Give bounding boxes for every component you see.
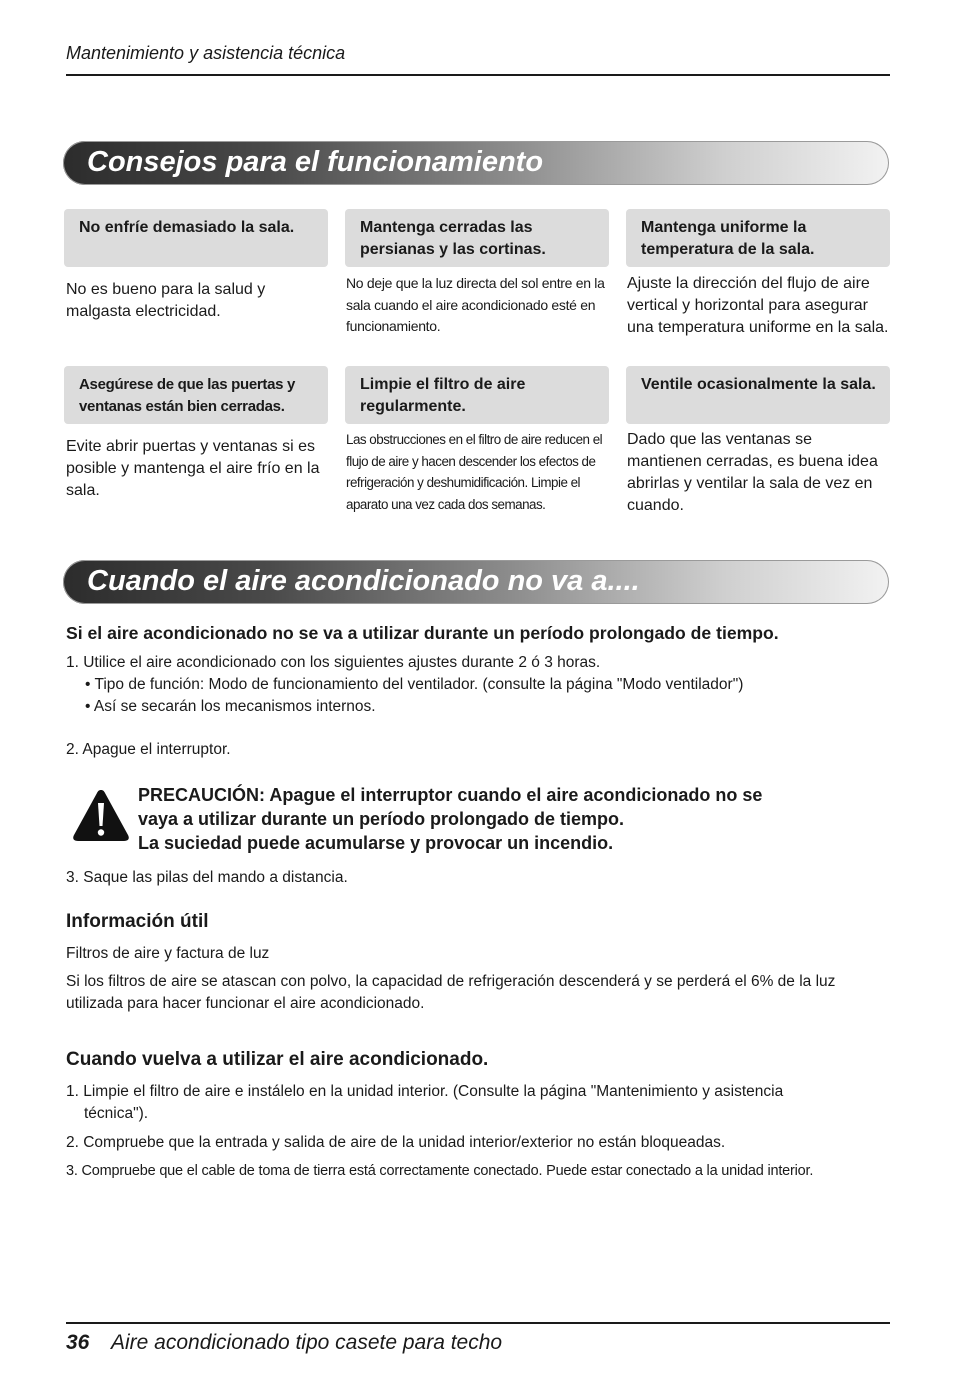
warning-icon [71, 787, 131, 843]
not-used-subheading: Si el aire acondicionado no se va a utilizar durante un período prolongado de tiempo. [66, 623, 779, 643]
tip-text-5: Las obstrucciones en el filtro de aire reducen el flujo de aire y hacen descender los efectos de refrigeración y deshumidificación. Limpie el aparato una vez cada dos semanas. [346, 432, 603, 512]
caution-line-2: vaya a utilizar durante un período prolongado de tiempo. [138, 809, 625, 829]
tip-text-2: No deje que la luz directa del sol entre en la sala cuando el aire acondicionado esté en funcionamiento. [346, 275, 605, 334]
not-used-bullet-2: • Así se secarán los mecanismos internos. [85, 698, 376, 715]
tip-heading-6: Ventile ocasionalmente la sala. [626, 366, 890, 424]
useful-info-text: Si los filtros de aire se atascan con polvo, la capacidad de refrigeración descenderá y se perderá el 6% de la luz utilizada para hacer funcionar el aire acondicionado. [66, 973, 836, 1012]
page-number: 36 [66, 1331, 90, 1354]
tip-text-6: Dado que las ventanas se mantienen cerradas, es buena idea abrirlas y ventilar la sala de vez en cuando. [627, 431, 878, 514]
tip-heading-1: No enfríe demasiado la sala. [64, 209, 328, 267]
tip-text-3: Ajuste la dirección del flujo de aire vertical y horizontal para asegurar una temperatura uniforme en la sala. [627, 275, 889, 336]
useful-info-subtitle: Filtros de aire y factura de luz [66, 945, 270, 962]
caution-line-3: La suciedad puede acumularse y provocar un incendio. [138, 833, 614, 853]
section-title-not-used: Cuando el aire acondicionado no va a.... [87, 565, 640, 597]
footer-rule [66, 1322, 890, 1324]
not-used-step-3: 3. Saque las pilas del mando a distancia. [66, 869, 348, 886]
reuse-step-2: 2. Compruebe que la entrada y salida de aire de la unidad interior/exterior no están bloqueadas. [66, 1134, 726, 1151]
not-used-step-2: 2. Apague el interruptor. [66, 741, 231, 758]
section-banner-tips [63, 141, 889, 185]
tip-text-1: No es bueno para la salud y malgasta electricidad. [66, 281, 266, 320]
tip-heading-3: Mantenga uniforme la temperatura de la sala. [626, 209, 890, 267]
reuse-step-1: 1. Limpie el filtro de aire e instálelo en la unidad interior. (Consulte la página "Mantenimiento y asistencia técnica"). [66, 1083, 784, 1122]
reuse-title: Cuando vuelva a utilizar el aire acondicionado. [66, 1049, 489, 1070]
tip-text-4: Evite abrir puertas y ventanas si es posible y mantenga el aire frío en la sala. [66, 438, 320, 499]
tip-heading-2: Mantenga cerradas las persianas y las cortinas. [345, 209, 609, 267]
footer-title: Aire acondicionado tipo casete para techo [111, 1331, 503, 1354]
not-used-bullet-1: • Tipo de función: Modo de funcionamiento del ventilador. (consulte la página "Modo ventilador") [85, 676, 744, 693]
section-title-tips: Consejos para el funcionamiento [87, 146, 544, 178]
header-rule [66, 74, 890, 76]
caution-line-1: PRECAUCIÓN: Apague el interruptor cuando el aire acondicionado no se [138, 785, 763, 805]
running-header: Mantenimiento y asistencia técnica [66, 43, 346, 63]
section-banner-not-used [63, 560, 889, 604]
not-used-step-1: 1. Utilice el aire acondicionado con los siguientes ajustes durante 2 ó 3 horas. [66, 654, 601, 671]
reuse-step-3: 3. Compruebe que el cable de toma de tierra está correctamente conectado. Puede estar conectado a la unidad interior. [66, 1163, 814, 1179]
tip-heading-5: Limpie el filtro de aire regularmente. [345, 366, 609, 424]
tip-heading-4: Asegúrese de que las puertas y ventanas están bien cerradas. [64, 366, 328, 424]
useful-info-title: Información útil [66, 911, 209, 932]
